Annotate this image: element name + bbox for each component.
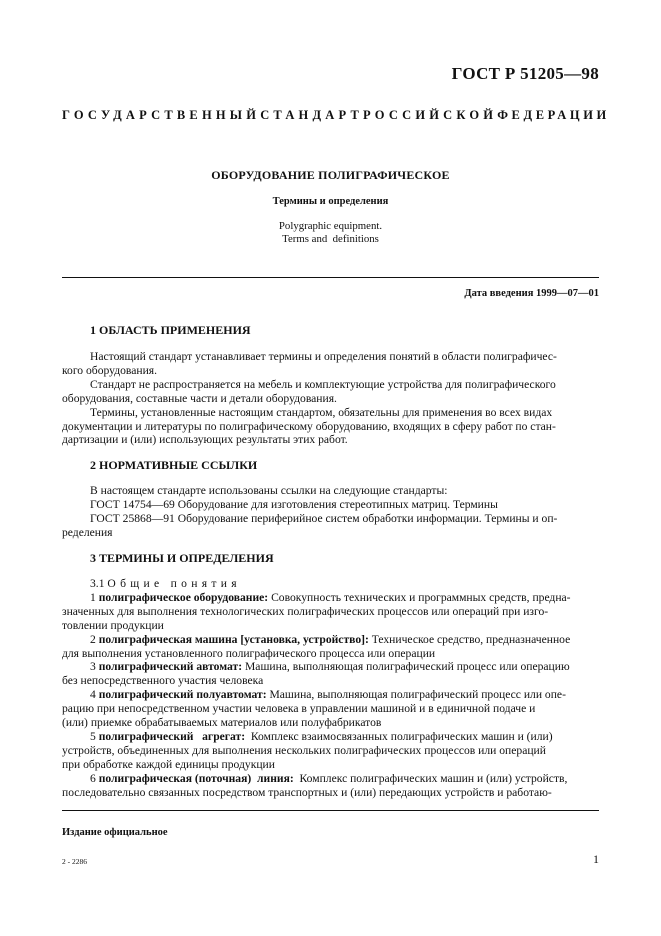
text-line: оборудования, составные части и детали оборудования. <box>62 391 337 405</box>
section-body <box>62 484 599 540</box>
section-heading: 2 НОРМАТИВНЫЕ ССЫЛКИ <box>90 458 258 472</box>
introduction-date: Дата введения 1999—07—01 <box>464 288 599 299</box>
term-entry: 4 полиграфический полуавтомат: Машина, выполняющая полиграфический процесс или опе- <box>90 688 566 702</box>
text-line: В настоящем стандарте использованы ссылки на следующие стандарты: <box>90 484 448 497</box>
title-divider <box>62 277 599 278</box>
term-entry: 2 полиграфическая машина [установка, устройство]: Техническое средство, предназначенное <box>90 632 571 646</box>
term: полиграфическое оборудование: <box>98 590 269 604</box>
page-number: 1 <box>593 852 599 866</box>
term: полиграфический автомат: <box>98 660 243 674</box>
text-line: последовательно связанных посредством транспортных и (или) передающих устройств и работаю- <box>62 785 552 799</box>
text-line: значенных для выполнения технологических полиграфических процессов или операций при изго- <box>62 604 549 618</box>
state-title-word: РОССИЙСКОЙ <box>363 108 498 122</box>
state-standard-title <box>62 108 610 123</box>
text-line: рацию при непосредственном участии человека в управлении машиной и в единичной подаче и <box>62 702 536 716</box>
text-line: (или) приемке обрабатываемых материалов или полуфабрикатов <box>62 716 382 730</box>
text-line: для выполнения установленного полиграфического процесса или операции <box>62 646 436 660</box>
text-line: устройств, объединенных для выполнения нескольких полиграфических процессов или операций <box>62 743 546 757</box>
footer-divider <box>62 810 599 811</box>
text-line: документации и литературы по полиграфическому оборудованию, входящих в сферу работ по стан- <box>62 419 556 433</box>
text-line: ределения <box>62 525 113 539</box>
term-entry: 5 полиграфический агрегат: Комплекс взаимосвязанных полиграфических машин и (или) <box>90 729 553 743</box>
document-title: ОБОРУДОВАНИЕ ПОЛИГРАФИЧЕСКОЕ <box>211 168 450 182</box>
text-line: при обработке каждой единицы продукции <box>62 757 275 771</box>
section-heading: 1 ОБЛАСТЬ ПРИМЕНЕНИЯ <box>90 323 251 337</box>
state-title-word: ГОСУДАРСТВЕННЫЙ <box>62 108 261 122</box>
section-heading: 3 ТЕРМИНЫ И ОПРЕДЕЛЕНИЯ <box>90 551 274 565</box>
english-title <box>62 220 599 245</box>
term-entry: 6 полиграфическая (поточная) линия: Комплекс полиграфических машин и (или) устройств, <box>90 771 568 785</box>
english-title-line: Terms and definitions <box>282 232 379 245</box>
term-entry: 1 полиграфическое оборудование: Совокупность технических и программных средств, предна- <box>90 590 571 604</box>
text-line: без непосредственного участия человека <box>62 674 264 688</box>
section-body <box>62 350 599 447</box>
term: полиграфический агрегат: <box>98 729 246 743</box>
document-number: ГОСТ Р 51205—98 <box>451 64 599 83</box>
edition-label: Издание официальное <box>62 827 168 838</box>
term: полиграфическая машина [установка, устройство]: <box>98 632 369 646</box>
text-line: дартизации и (или) использующих результаты этих работ. <box>62 433 348 447</box>
english-title-line: Polygraphic equipment. <box>278 220 383 232</box>
text-line: Настоящий стандарт устанавливает термины и определения понятий в области полиграфичес- <box>90 350 557 363</box>
term: полиграфический полуавтомат: <box>98 688 267 702</box>
term: полиграфическая (поточная) линия: <box>98 771 294 785</box>
text-line: Термины, установленные настоящим стандартом, обязательны для применения во всех видах <box>90 405 553 419</box>
text-line: ГОСТ 25868—91 Оборудование периферийное систем обработки информации. Термины и оп- <box>90 511 558 525</box>
subsection-title: 3.1 Общие понятия <box>90 577 241 590</box>
print-code: 2 - 2286 <box>62 857 87 866</box>
text-line: ГОСТ 14754—69 Оборудование для изготовления стереотипных матриц. Термины <box>90 497 498 511</box>
section-body <box>62 577 599 800</box>
text-line: Стандарт не распространяется на мебель и комплектующие устройства для полиграфического <box>90 377 556 391</box>
document-subtitle: Термины и определения <box>272 196 389 207</box>
text-line: товлении продукции <box>62 618 164 632</box>
state-title-word: СТАНДАРТ <box>260 108 364 122</box>
state-title-word: ФЕДЕРАЦИИ <box>497 108 610 122</box>
text-line: кого оборудования. <box>62 363 158 377</box>
term-entry: 3 полиграфический автомат: Машина, выполняющая полиграфический процесс или операцию <box>90 660 570 674</box>
